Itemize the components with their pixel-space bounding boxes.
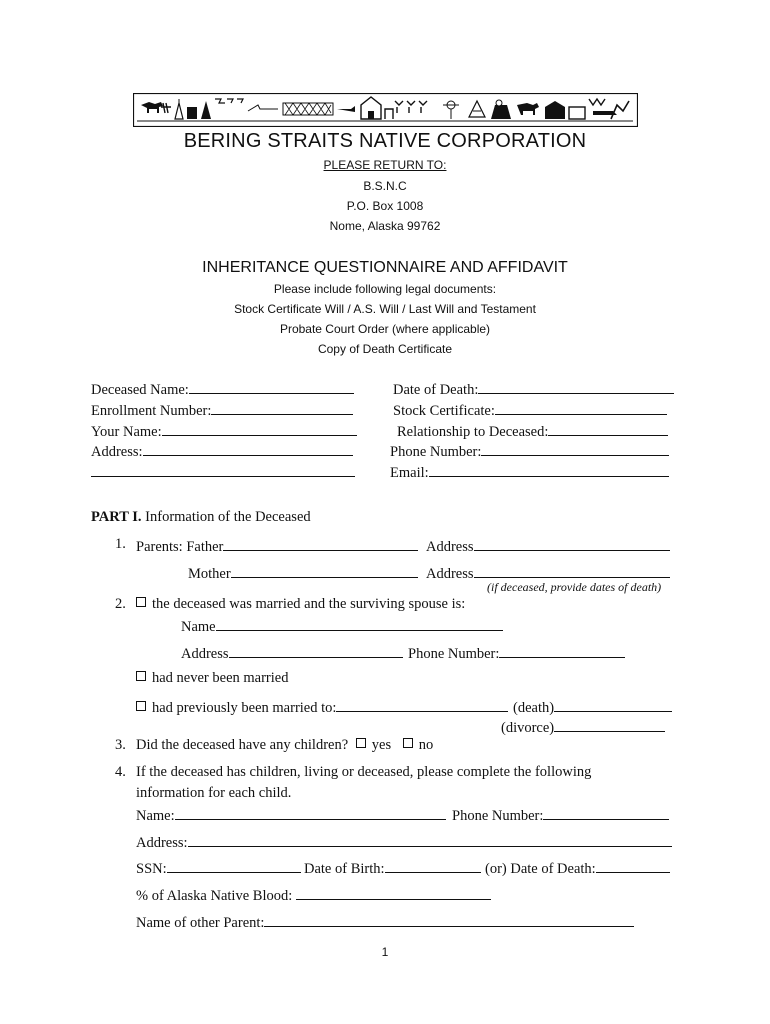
children-no-label: no [418,737,434,753]
never-married-label: had never been married [152,670,289,686]
spouse-address-label: Address [181,646,229,662]
q3-number: 3. [115,737,126,753]
divorce-label: (divorce) [501,720,555,736]
your-name-field[interactable] [91,421,357,441]
children-yes-checkbox[interactable] [356,738,366,748]
spouse-name-field[interactable] [181,616,503,636]
return-label: PLEASE RETURN TO: [323,158,447,172]
children-no-option[interactable] [403,737,434,753]
never-married-option[interactable] [136,670,288,687]
father-address-field[interactable] [426,536,670,556]
relationship-label: Relationship to Deceased: [397,424,549,440]
phone-number-label: Phone Number: [390,444,482,460]
deceased-name-label: Deceased Name: [91,382,189,398]
child-phone-field[interactable] [452,805,669,825]
q1-number: 1. [115,536,126,552]
child-dob-field[interactable] [304,858,481,878]
page-number: 1 [381,945,389,959]
enrollment-number-label: Enrollment Number: [91,403,212,419]
return-address-line1: B.S.N.C [363,179,407,193]
native-art-banner-icon [133,93,638,127]
spouse-name-label: Name [181,619,216,635]
return-address-line3: Nome, Alaska 99762 [329,219,441,233]
other-parent-label: Name of other Parent: [136,915,265,931]
father-label: Parents: Father [136,539,224,555]
part1-heading-text: Information of the Deceased [145,509,311,525]
spouse-phone-field[interactable] [408,643,625,663]
mother-field[interactable] [188,563,418,583]
child-phone-label: Phone Number: [452,808,544,824]
q4-number: 4. [115,764,126,780]
native-blood-label: % of Alaska Native Blood: [136,888,293,904]
child-ssn-label: SSN: [136,861,167,877]
part1-heading [91,509,311,526]
death-label: (death) [513,700,555,716]
instructions-text: Please include following legal documents: [273,282,497,296]
required-doc-2: Probate Court Order (where applicable) [279,322,491,336]
date-of-death-field[interactable] [393,379,674,399]
address-label: Address: [91,444,143,460]
q2-number: 2. [115,596,126,612]
children-yes-option[interactable] [356,737,391,753]
address-line-2[interactable] [91,476,355,477]
never-married-checkbox[interactable] [136,671,146,681]
children-question [136,737,433,754]
native-blood-field[interactable] [136,885,491,905]
required-doc-1: Stock Certificate Will / A.S. Will / Last Will and Testament [234,302,536,316]
child-name-label: Name: [136,808,175,824]
divorce-date-field[interactable] [501,717,665,737]
previously-married-checkbox[interactable] [136,701,146,711]
q4-instructions-line2: information for each child. [136,785,292,801]
children-question-text: Did the deceased have any children? [136,737,349,753]
other-parent-field[interactable] [136,912,634,932]
father-field[interactable] [136,536,418,556]
mother-label: Mother [188,566,231,582]
previously-married-label: had previously been married to: [152,700,337,716]
married-label: the deceased was married and the surviving spouse is: [152,596,466,612]
enrollment-number-field[interactable] [91,400,353,420]
child-dod-field[interactable] [485,858,670,878]
form-title: INHERITANCE QUESTIONNAIRE AND AFFIDAVIT [202,259,568,276]
mother-address-label: Address [426,566,474,582]
email-field[interactable] [390,462,669,482]
death-date-field[interactable] [513,697,672,717]
child-address-label: Address: [136,835,188,851]
child-address-field[interactable] [136,832,672,852]
relationship-field[interactable] [397,421,668,441]
married-checkbox[interactable] [136,597,146,607]
date-of-death-label: Date of Death: [393,382,479,398]
spouse-phone-label: Phone Number: [408,646,500,662]
children-yes-label: yes [371,737,392,753]
q4-instructions-line1: If the deceased has children, living or deceased, please complete the following [136,764,592,780]
part1-heading-bold: PART I. [91,509,142,525]
email-label: Email: [390,465,429,481]
deceased-dates-note: (if deceased, provide dates of death) [487,580,662,594]
stock-certificate-field[interactable] [393,400,667,420]
phone-number-field[interactable] [390,441,669,461]
child-dob-label: Date of Birth: [304,861,385,877]
child-name-field[interactable] [136,805,446,825]
return-address-line2: P.O. Box 1008 [346,199,424,213]
stock-certificate-label: Stock Certificate: [393,403,495,419]
father-address-label: Address [426,539,474,555]
child-dod-label: (or) Date of Death: [485,861,596,877]
deceased-name-field[interactable] [91,379,354,399]
spouse-address-field[interactable] [181,643,403,663]
corporation-title: BERING STRAITS NATIVE CORPORATION [183,130,587,152]
child-ssn-field[interactable] [136,858,301,878]
required-doc-3: Copy of Death Certificate [317,342,453,356]
address-field[interactable] [91,441,353,461]
your-name-label: Your Name: [91,424,162,440]
children-no-checkbox[interactable] [403,738,413,748]
previously-married-option[interactable] [136,697,508,717]
married-option[interactable] [136,596,465,613]
